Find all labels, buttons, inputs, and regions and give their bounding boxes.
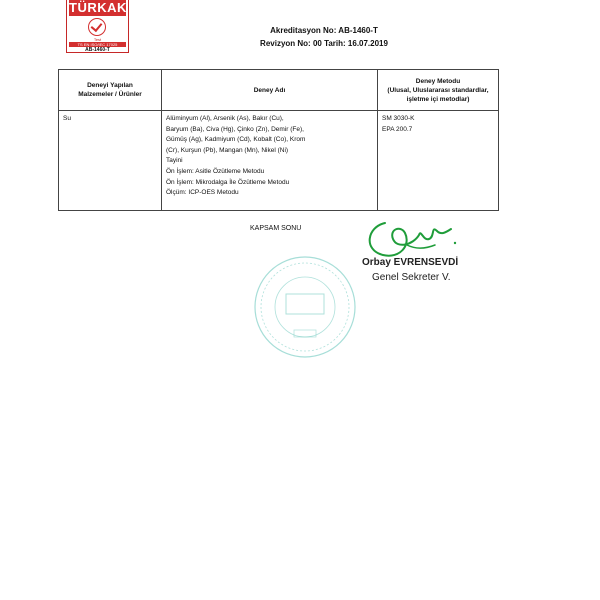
method-line: SM 3030-K — [382, 115, 415, 122]
logo-test-label: Test — [93, 37, 102, 42]
material-cell: Su — [59, 111, 162, 211]
test-line: Ölçüm: ICP-OES Metodu — [166, 189, 239, 197]
test-name-header: Deney Adı — [162, 70, 378, 111]
test-line: (Cr), Kurşun (Pb), Mangan (Mn), Nikel (Ni) — [166, 146, 289, 154]
test-line: Gümüş (Ag), Kadmiyum (Cd), Kobalt (Co), Krom — [166, 136, 306, 144]
materials-header: Deneyi Yapılan Malzemeler / Ürünler — [59, 70, 162, 111]
scope-end-label: KAPSAM SONU — [250, 225, 302, 232]
table-header-row — [59, 70, 499, 111]
method-cell — [378, 111, 499, 211]
test-line: Alüminyum (Al), Arsenik (As), Bakır (Cu), — [166, 115, 284, 122]
logo-brand: TÜRKAK — [69, 0, 127, 15]
method-header: Deney Metodu (Ulusal, Uluslararası standardlar, işletme içi metodlar) — [378, 70, 499, 111]
signer-title: Genel Sekreter V. — [372, 272, 451, 283]
table-row — [59, 111, 499, 211]
official-stamp — [250, 252, 360, 362]
signature-mark — [355, 205, 465, 265]
test-line: Baryum (Ba), Civa (Hg), Çinko (Zn), Demir (Fe), — [166, 125, 304, 133]
test-line: Ön İşlem: Asitle Özütleme Metodu — [166, 167, 265, 175]
revision-info: Revizyon No: 00 Tarih: 16.07.2019 — [260, 39, 388, 48]
signer-name: Orbay EVRENSEVDİ — [362, 257, 459, 268]
logo-code: AB-1460-T — [85, 47, 110, 53]
scope-table — [58, 69, 499, 211]
method-line: EPA 200.7 — [382, 125, 413, 133]
accreditation-number: Akreditasyon No: AB-1460-T — [270, 26, 378, 35]
test-line: Ön İşlem: Mikrodalga İle Özütleme Metodu — [166, 178, 290, 186]
test-line: Tayini — [166, 157, 183, 165]
logo-standard: TS EN ISO/IEC 17025 — [69, 42, 126, 47]
test-name-cell — [162, 111, 378, 211]
